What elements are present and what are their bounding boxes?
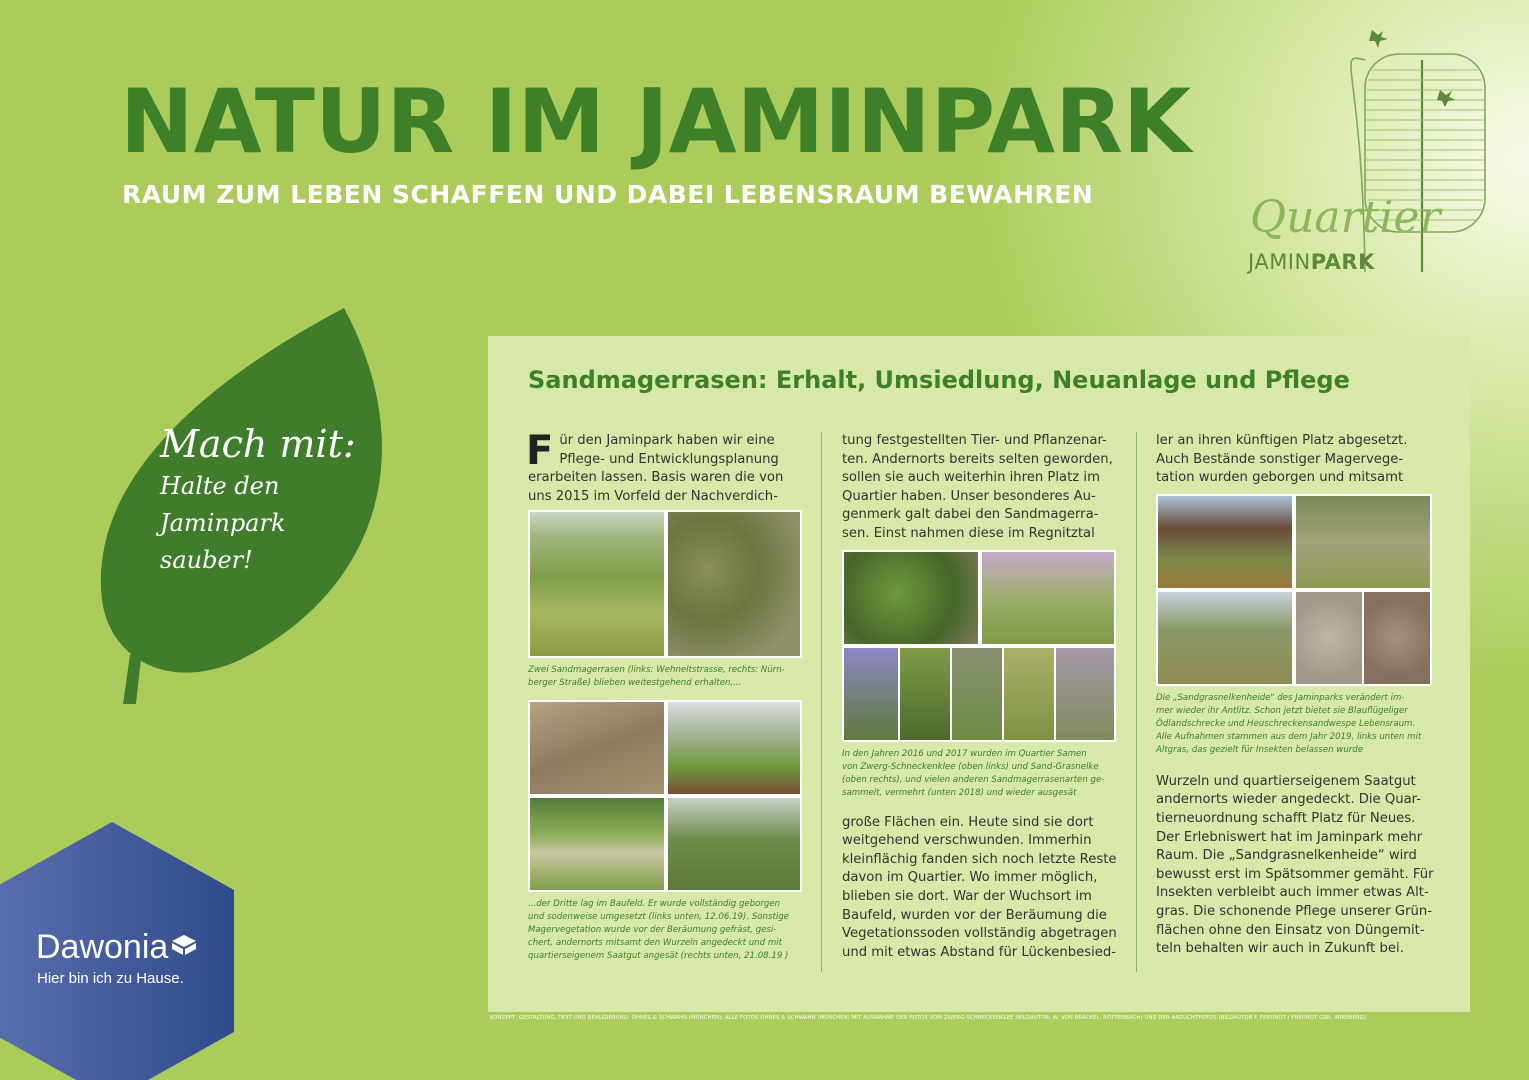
text-line: sen. Einst nahmen diese im Regnitztal [842,525,1095,541]
logo-wordmark [1248,250,1375,274]
text-line: Wurzeln und quartierseigenem Saatgut [1156,773,1416,789]
photo-nursery [952,648,1002,740]
photo-nursery [1004,648,1054,740]
text-column-3 [1156,432,1434,959]
photo-caption: (oben rechts), und vielen anderen Sandmagerrasenarten ge- [842,774,1105,785]
credits-footer: KONZEPT, GESTALTUNG, TEXT UND REALISIERUNG: OHNES & SCHWAHN (MÜNCHEN); ALLE FOTOS OHNES & SCHWAHN (MÜNCHEN) MIT AUSNAHME DER FOTOS VOM ZWERG-SCHNECKENKLEE (BILDAUTOR: W. VON BRACKEL, RÖTTENBACH) UND DER ANZUCHTFOTOS (BILDAUTOR F. FREUNDT / FREUNDT GBR, WIRSBERG) [490,1015,1366,1021]
leaf-message [160,420,356,579]
panel-title: Sandmagerrasen: Erhalt, Umsiedlung, Neuanlage und Pflege [528,366,1350,394]
photo-grass-grid [1158,592,1292,684]
column-divider [821,432,822,972]
text-line: große Flächen ein. Heute sind sie dort [842,814,1094,830]
photo-nursery [900,648,950,740]
text-line: kleinflächig fanden sich noch letzte Reste [842,851,1117,867]
leaf-headline: Mach mit: [160,422,356,466]
photo-sod-pattern [530,798,664,890]
content-panel [488,336,1470,1012]
dropcap: F [526,428,554,474]
text-line: erarbeiten lassen. Basis waren die von [528,470,784,486]
text-line: gras. Die schonende Pflege unserer Grün- [1156,903,1433,919]
logo-script: Quartier [1250,192,1441,243]
photo-grid [842,550,1116,742]
photo-grid [1156,494,1432,686]
photo-thrift-flowers [982,552,1114,644]
photo-building-meadow [1158,496,1292,588]
photo-caption: von Zwerg-Schneckenklee (oben links) und Sand-Grasnelke [842,761,1099,772]
photo-caption: quartierseigenem Saatgut angesät (rechts unten, 21.08.19 ) [528,951,789,962]
column-divider [1136,432,1137,972]
photo-meadow [530,512,664,656]
subtitle: RAUM ZUM LEBEN SCHAFFEN UND DABEI LEBENSRAUM BEWAHREN [122,180,1094,209]
photo-caption: und sodenweise umgesetzt (links unten, 12.06.19). Sonstige [528,912,789,923]
photo-dandelion [668,512,800,656]
text-line: ler an ihren künftigen Platz abgesetzt. [1156,433,1408,448]
text-line: Raum. Die „Sandgrasnelkenheide“ wird [1156,848,1417,864]
text-line: davon im Quartier. Wo immer möglich, [842,870,1098,886]
main-title: NATUR IM JAMINPARK [120,70,1192,173]
leaf-line: Halte den [160,472,280,500]
photo-caption: mer wieder ihr Antlitz. Schon jetzt bietet sie Blauflügeliger [1156,705,1408,716]
photo-nursery [1056,648,1114,740]
text-line: weitgehend verschwunden. Immerhin [842,833,1092,849]
text-line: Insekten verbleibt auch immer etwas Alt- [1156,885,1429,901]
leaf-line: Jaminpark [160,509,286,537]
text-line: flächen ohne den Einsatz von Düngemit- [1156,922,1425,938]
brand-name [36,928,197,967]
text-line: tierneuordnung schafft Platz für Neues. [1156,810,1416,826]
photo-nursery [844,648,898,740]
logo-word-park: PARK [1310,250,1375,274]
text-line: blieben sie dort. War der Wuchsort im [842,888,1092,904]
photo-caption: Magervegetation wurde vor der Beräumung gefräst, gesi- [528,925,777,936]
text-line: Vegetationssoden vollständig abgetragen [842,926,1117,942]
photo-clover [844,552,978,644]
photo-grasshopper [1296,592,1362,684]
text-line: sollen sie auch weiterhin ihren Platz im [842,470,1100,486]
brand-tagline: Hier bin ich zu Hause. [37,970,184,987]
tree-logo-icon [1240,22,1500,282]
logo-word-jamin: JAMIN [1248,250,1311,274]
text-line: Auch Bestände sonstiger Magervege- [1156,451,1404,467]
photo-caption: chert, andernorts mitsamt den Wurzeln angedeckt und mit [528,938,782,949]
photo-thrift-heath [1296,496,1430,588]
photo-grid [528,510,802,658]
dawonia-cube-icon [171,934,197,956]
photo-caption: Altgras, das gezielt für Insekten belassen wurde [1156,744,1364,755]
photo-caption: berger Straße) blieben weitestgehend erhalten,... [528,678,742,689]
leaf-line: sauber! [160,546,253,574]
text-line: tation wurden geborgen und mitsamt [1156,470,1404,486]
text-line: Quartier haben. Unser besonderes Au- [842,488,1096,504]
photo-caption: sammelt, vermehrt (unten 2018) und wieder ausgesät [842,787,1077,798]
photo-caption: Ödlandschrecke und Heuschreckensandwespe Lebensraum. [1156,718,1416,729]
text-line: Der Erlebniswert hat im Jaminpark mehr [1156,829,1423,845]
brand-name-text: Dawonia [36,928,169,966]
text-line: teln behalten wir auch in Zukunft bei. [1156,941,1404,957]
text-line: Baufeld, wurden vor der Beräumung die [842,907,1107,923]
photo-tree-lawn [668,798,800,890]
text-line: genmerk galt dabei den Sandmagerra- [842,507,1099,523]
text-line: und mit etwas Abstand für Lückenbesied- [842,944,1117,960]
photo-caption: Zwei Sandmagerrasen (links: Wehneltstrasse, rechts: Nürn- [528,665,785,676]
photo-caption: ...der Dritte lag im Baufeld. Er wurde vollständig geborgen [528,899,781,910]
photo-grid [528,700,802,892]
photo-caption: Die „Sandgrasnelkenheide" des Jaminparks verändert im- [1156,692,1405,703]
photo-wasp [1364,592,1430,684]
text-line: ür den Jaminpark haben wir eine [559,433,775,448]
text-column-2 [842,432,1117,962]
photo-caption: Alle Aufnahmen stammen aus dem Jahr 2019, links unten mit [1156,731,1422,742]
text-line: andernorts wieder angedeckt. Die Quar- [1156,792,1421,808]
text-line: uns 2015 im Vorfeld der Nachverdich- [528,488,778,504]
text-line: bewusst erst im Spätsommer gemäht. Für [1156,866,1434,882]
text-line: ten. Andernorts bereits selten geworden, [842,451,1113,467]
photo-tractor [668,702,800,794]
photo-caption: In den Jahren 2016 und 2017 wurden im Quartier Samen [842,748,1087,759]
text-line: Pflege- und Entwicklungsplanung [559,451,779,467]
photo-excavator [530,702,664,794]
text-line: tung festgestellten Tier- und Pflanzenar- [842,433,1107,448]
text-column-1 [526,428,800,963]
